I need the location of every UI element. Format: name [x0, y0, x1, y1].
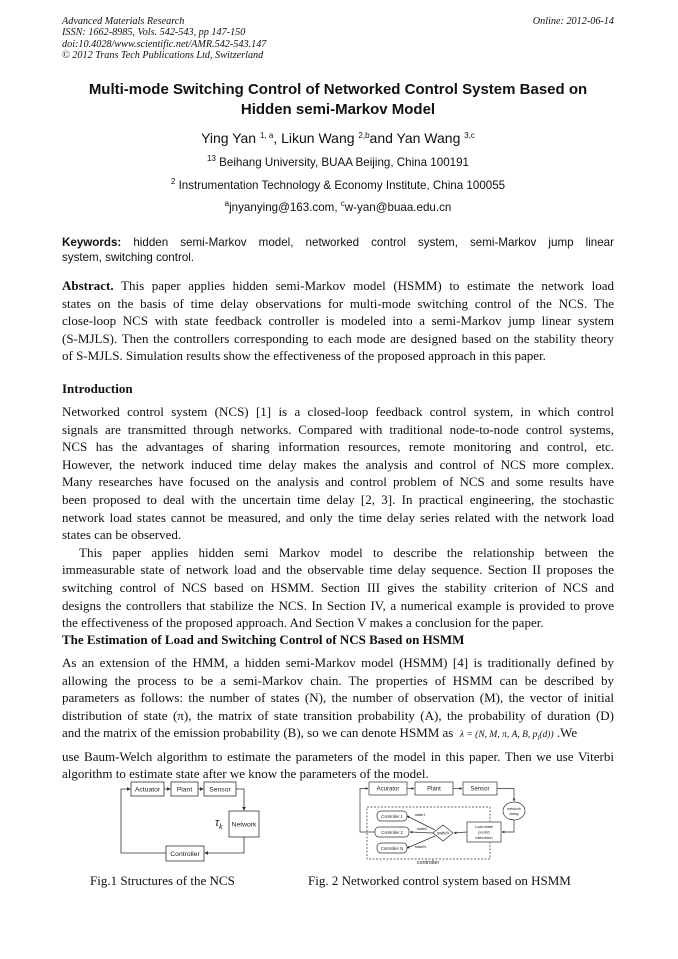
authors: [62, 130, 614, 146]
keywords-line-1: hidden semi-Markov model, networked control system, semi-Markov jump linear: [133, 236, 614, 249]
fig2-estimation-label-2: predict: [478, 830, 490, 835]
fig1-tau-symbol: $\tau_k$: [215, 817, 223, 831]
email-c-sup: c: [340, 199, 345, 208]
section2-line: allowing the process to be a semi-Markov chain. The properties of HSMM can be described by: [62, 672, 614, 688]
issn: ISSN: 1662-8985, Vols. 542-543, pp 147-150: [62, 27, 246, 39]
keywords-label: Keywords:: [62, 236, 122, 249]
intro-line: the effectiveness of the proposed approach. And Section V makes a conclusion for the paper.: [62, 615, 544, 631]
intro-line: network load states cannot be measured, and only the time delay series related with the network load: [62, 509, 614, 525]
online-date: Online: 2012-06-14: [532, 16, 614, 27]
journal-name: Advanced Materials Research: [62, 16, 185, 27]
fig2-actuator-label: Acurator: [376, 786, 400, 793]
author-1: Ying Yan: [201, 130, 257, 146]
intro-line: Networked control system (NCS) [1] is a closed-loop feedback control system, in which control: [62, 404, 614, 419]
section2-line5-tail: .We: [556, 725, 578, 741]
fig1-plant-label: Plant: [176, 786, 193, 794]
author-3-sup: 3,c: [464, 131, 475, 140]
title-line-2: Hidden semi-Markov Model: [240, 101, 436, 118]
abstract-line-4: (S-MJLS). Then the controllers corresponding to each mode are designed based on the stability theory: [62, 330, 614, 346]
abstract: [62, 277, 614, 365]
intro-line: signals are transmitted through networks. Compared with traditional node-to-node control systems,: [62, 421, 614, 437]
fig2-state2-label: state2: [417, 827, 428, 831]
fig2-sensor-label: Sensor: [470, 786, 490, 793]
email-c[interactable]: w-yan@buaa.edu.cn: [344, 201, 452, 214]
author-1-sup: 1, a: [259, 131, 274, 140]
intro-line: Many researches have focused on the analysis and control problem of NCS and some results have: [62, 474, 614, 490]
fig1-controller-label: Controller: [170, 851, 200, 858]
fig2-plant-label: Plant: [427, 786, 441, 793]
introduction-body: [62, 403, 614, 632]
formula-end: (d)): [539, 730, 554, 741]
affiliation-1-text: Beihang University, BUAA Beijing, China 100191: [219, 156, 469, 169]
intro-line: states can be observed.: [62, 527, 182, 543]
fig2-arrow: [410, 832, 433, 833]
fig1-actuator-label: Actuator: [134, 786, 161, 794]
fig2-controllerN-label: Controller N: [380, 846, 404, 851]
section2-line: parameters as follows: the number of states (N), the number of observation (M), the vector of initial: [62, 690, 614, 706]
email-a-sup: a: [224, 199, 230, 208]
fig1-network-label: Network: [231, 821, 257, 829]
abstract-line-1: This paper applies hidden semi-Markov model (HSMM) to estimate the network load: [121, 278, 615, 293]
fig2-estimation-label-3: estimation: [475, 836, 493, 840]
abstract-label: Abstract.: [62, 278, 114, 293]
section2-line: distribution of state (π), the matrix of state transition probability (A), the probability of duration (D): [62, 707, 614, 723]
section2-line5-text: and the matrix of the emission probability (B), so we can denote HSMM as: [62, 725, 454, 741]
copyright: © 2012 Trans Tech Publications Ltd, Switzerland: [62, 49, 264, 61]
section2-line: As an extension of the HMM, a hidden semi-Markov model (HSMM) [4] is traditionally defined by: [62, 655, 614, 670]
fig1-sensor-label: Sensor: [209, 786, 231, 794]
abstract-line-2: states on the basis of time delay observations for multi-mode switching control of the NCS. The: [62, 295, 614, 311]
intro-line: designs the controllers that stabilize the NCS. In Section IV, a numerical example is provided to prove: [62, 597, 614, 613]
formula-main: λ = (N, M, π, A, B, p: [459, 730, 538, 741]
fig2-switch-label: switch: [437, 830, 449, 836]
affiliation-2-text: Instrumentation Technology & Economy Institute, China 100055: [178, 179, 506, 192]
intro-line: immeasurable state of network load and the observable time delay sequence. Section II proposes the: [62, 562, 614, 578]
running-header: [62, 16, 614, 61]
keywords-line-2: system, switching control.: [62, 251, 195, 264]
author-2-sup: 2,b: [358, 131, 370, 140]
affiliation-1: [62, 156, 614, 169]
intro-line: switching control of NCS based on HSMM. Section III gives the stability criterion of NCS and: [62, 579, 614, 595]
paper-title: [62, 80, 614, 120]
affiliation-2-sup: 2: [170, 177, 176, 186]
section2-body: [62, 654, 614, 783]
intro-line: However, the network induced time delay makes the analysis and control of NCS more complex.: [62, 456, 614, 472]
figure-1: [116, 778, 266, 868]
email-a[interactable]: jnyanying@163.com,: [229, 201, 338, 214]
keywords: [62, 235, 614, 265]
fig2-arrow: [497, 789, 514, 802]
hsmm-formula: [459, 730, 554, 743]
title-line-1: Multi-mode Switching Control of Networked Control System Based on: [88, 81, 588, 98]
section-heading-estimation: The Estimation of Load and Switching Control of NCS Based on HSMM: [62, 632, 465, 647]
author-2: , Likun Wang: [273, 130, 355, 146]
affiliation-2: [62, 179, 614, 192]
emails: [62, 201, 614, 214]
fig2-delay-label: delay: [509, 811, 519, 816]
section2-line: algorithm to estimate state after we know the parameters of the model.: [62, 766, 429, 782]
abstract-line-3: close-loop NCS with state feedback controller is modeled into a semi-Markov jump linear system: [62, 313, 614, 329]
affiliation-1-sup: 13: [207, 154, 216, 163]
fig2-stateN-label: stateN: [415, 845, 426, 849]
section-heading-introduction: Introduction: [62, 381, 133, 396]
section2-line: use Baum-Welch algorithm to estimate the parameters of the model in this paper. Then we use Viterbi: [62, 748, 614, 764]
fig2-estimation-label-1: Load state: [475, 825, 493, 829]
fig1-arrow: [205, 837, 244, 853]
fig2-arrow: [454, 832, 467, 833]
figure-2: [355, 778, 530, 866]
figure-1-caption: Fig.1 Structures of the NCS: [90, 873, 235, 888]
fig2-arrow: [502, 820, 514, 832]
fig1-arrow: [236, 789, 244, 810]
fig1-arrow: [121, 786, 166, 853]
fig2-controller-frame-label: controller: [416, 860, 440, 866]
intro-line: NCS has the advantages of sharing information resources, remote monitoring and control, etc.: [62, 439, 614, 455]
figure-2-caption: Fig. 2 Networked control system based on HSMM: [308, 873, 571, 888]
doi: doi:10.4028/www.scientific.net/AMR.542-543.147: [62, 38, 267, 50]
intro-line: been proposed to deal with the uncertain time delay [2, 3]. In practical engineering, the stochastic: [62, 491, 614, 507]
fig2-controller1-label: Controller 1: [381, 814, 403, 819]
author-3: and Yan Wang: [369, 130, 461, 146]
fig2-network-label: network: [506, 806, 522, 811]
fig2-controller2-label: Controller 2: [381, 830, 403, 835]
abstract-line-5: of S-MJLS. Simulation results show the effectiveness of the proposed approach in this paper.: [62, 348, 546, 364]
fig2-state1-label: state1: [415, 813, 426, 817]
section2-line-formula: [62, 724, 614, 747]
intro-line: This paper applies hidden semi Markov model to describe the relationship between the: [79, 544, 614, 560]
formula-sub: i: [537, 734, 540, 743]
